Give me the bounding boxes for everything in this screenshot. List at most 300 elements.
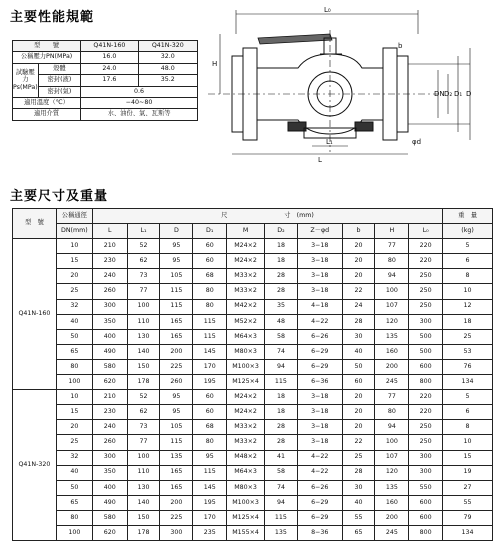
table-cell: 220	[409, 254, 443, 269]
table-row	[13, 405, 493, 420]
table-cell: 135	[375, 480, 409, 495]
table-cell: 115	[160, 435, 193, 450]
test-pressure-unit: Ps(MPa)	[13, 84, 38, 92]
table-cell: 28	[265, 284, 298, 299]
table-cell: 22	[342, 435, 375, 450]
table-cell: 6−29	[297, 510, 342, 525]
table-cell: 230	[92, 405, 127, 420]
table-cell: 250	[409, 299, 443, 314]
table-cell: 550	[409, 480, 443, 495]
table-cell: 100	[56, 375, 92, 390]
table-cell: M24×2	[227, 390, 265, 405]
table-row	[13, 359, 493, 374]
table-cell: 60	[193, 405, 227, 420]
table-cell: 178	[127, 525, 160, 540]
table-cell: 110	[127, 314, 160, 329]
table-cell: 77	[127, 435, 160, 450]
table-cell: 80	[56, 510, 92, 525]
table-cell: 200	[375, 510, 409, 525]
table-cell: 25	[56, 284, 92, 299]
table-cell: 20	[342, 269, 375, 284]
model-name: Q41N-320	[138, 41, 197, 52]
table-cell: 50	[56, 329, 92, 344]
table-row	[13, 510, 493, 525]
table-cell: 80	[56, 359, 92, 374]
table-cell: 3−18	[297, 254, 342, 269]
column-header: M	[227, 224, 265, 239]
table-cell: 15	[443, 450, 493, 465]
table-cell: 30	[342, 480, 375, 495]
column-header: D	[160, 224, 193, 239]
table-row	[13, 435, 493, 450]
column-header: L	[92, 224, 127, 239]
table-cell: 220	[409, 390, 443, 405]
dim-label-l0: L₀	[324, 6, 331, 14]
table-cell: 300	[409, 314, 443, 329]
table-cell: 27	[443, 480, 493, 495]
cell: 水、油份、氣、瓦斯等	[81, 109, 198, 120]
table-cell: M24×2	[227, 239, 265, 254]
table-cell: 5	[443, 390, 493, 405]
table-cell: 58	[265, 329, 298, 344]
media-label: 適用介質	[13, 109, 81, 120]
table-cell: 32	[56, 299, 92, 314]
table-cell: 800	[409, 525, 443, 540]
table-cell: 94	[265, 495, 298, 510]
table-cell: M33×2	[227, 269, 265, 284]
table-row	[13, 465, 493, 480]
table-cell: M33×2	[227, 284, 265, 299]
table-cell: 15	[56, 405, 92, 420]
model-cell: Q41N-320	[13, 390, 57, 541]
valve-drawing	[208, 4, 496, 164]
table-cell: 15	[56, 254, 92, 269]
table-row	[13, 480, 493, 495]
table-cell: 100	[127, 299, 160, 314]
dim-label-bolt: φd	[412, 138, 422, 146]
table-cell: 500	[409, 329, 443, 344]
table-cell: 95	[160, 254, 193, 269]
table-cell: 115	[193, 314, 227, 329]
table-row	[13, 344, 493, 359]
table-cell: 130	[127, 329, 160, 344]
table-cell: 18	[265, 239, 298, 254]
table-cell: 130	[127, 480, 160, 495]
table-cell: 80	[375, 405, 409, 420]
table-cell: 20	[342, 239, 375, 254]
table-cell: 400	[92, 329, 127, 344]
table-cell: 20	[342, 254, 375, 269]
cell: 密封(液)	[38, 75, 80, 86]
table-cell: 24	[342, 299, 375, 314]
table-cell: 40	[56, 465, 92, 480]
table-cell: 220	[409, 405, 443, 420]
table-cell: 73	[127, 269, 160, 284]
table-cell: 300	[92, 299, 127, 314]
table-cell: 220	[409, 239, 443, 254]
table-cell: 3−18	[297, 284, 342, 299]
table-cell: 25	[443, 329, 493, 344]
table-cell: 170	[193, 510, 227, 525]
table-cell: 76	[443, 359, 493, 374]
nominal-pressure-label: 公稱壓力PN(MPa)	[13, 52, 81, 63]
table-cell: 115	[193, 329, 227, 344]
table-cell: 48	[265, 314, 298, 329]
table-cell: 19	[443, 465, 493, 480]
table-cell: 20	[56, 420, 92, 435]
table-cell: 79	[443, 510, 493, 525]
table-cell: 115	[160, 284, 193, 299]
table-cell: 55	[443, 495, 493, 510]
table-cell: 20	[56, 269, 92, 284]
table-cell: 115	[160, 299, 193, 314]
table-cell: 150	[127, 359, 160, 374]
table-cell: 100	[56, 525, 92, 540]
table-row	[13, 299, 493, 314]
table-cell: 95	[160, 390, 193, 405]
table-cell: 260	[160, 375, 193, 390]
dim-label-h: H	[212, 60, 218, 68]
table-cell: 40	[342, 495, 375, 510]
table-row	[13, 390, 493, 405]
table-header-row	[13, 209, 493, 224]
table-cell: 140	[127, 495, 160, 510]
table-cell: 8	[443, 269, 493, 284]
table-cell: 18	[265, 390, 298, 405]
table-cell: 80	[193, 299, 227, 314]
header-weight: 重 量	[443, 209, 493, 224]
table-cell: 95	[160, 239, 193, 254]
table-cell: 245	[375, 375, 409, 390]
table-cell: 94	[375, 269, 409, 284]
table-cell: 28	[265, 420, 298, 435]
performance-table	[12, 40, 198, 121]
table-cell: 60	[193, 254, 227, 269]
table-cell: 28	[265, 435, 298, 450]
table-cell: 50	[342, 359, 375, 374]
table-cell: 260	[92, 435, 127, 450]
column-header: L₁	[127, 224, 160, 239]
table-cell: 300	[92, 450, 127, 465]
table-cell: 28	[342, 314, 375, 329]
dim-label-b: b	[398, 42, 403, 50]
table-cell: 73	[127, 420, 160, 435]
table-cell: 62	[127, 405, 160, 420]
column-header: D₁	[193, 224, 227, 239]
dim-label-l1: L₁	[326, 138, 333, 146]
table-cell: 240	[92, 269, 127, 284]
table-cell: 200	[160, 495, 193, 510]
table-cell: 230	[92, 254, 127, 269]
table-cell: 58	[265, 465, 298, 480]
table-cell: 62	[127, 254, 160, 269]
cell: 24.0	[81, 63, 139, 74]
table-cell: M155×4	[227, 525, 265, 540]
table-cell: 4−18	[297, 299, 342, 314]
table-cell: 600	[409, 359, 443, 374]
model-cell: Q41N-160	[13, 239, 57, 390]
table-cell: 77	[127, 284, 160, 299]
cell: 16.0	[81, 52, 139, 63]
table-cell: 35	[265, 299, 298, 314]
table-cell: 115	[265, 510, 298, 525]
table-cell: 178	[127, 375, 160, 390]
table-cell: 3−18	[297, 390, 342, 405]
table-cell: 6−29	[297, 495, 342, 510]
table-cell: 110	[127, 465, 160, 480]
dim-label-d1: D₁	[454, 90, 463, 98]
dim-label-d2: D₂	[444, 90, 453, 98]
column-header: L₀	[409, 224, 443, 239]
table-cell: 12	[443, 299, 493, 314]
table-cell: 105	[160, 269, 193, 284]
table-cell: 74	[265, 344, 298, 359]
dimensions-table	[12, 208, 493, 541]
table-cell: 250	[409, 284, 443, 299]
table-cell: 68	[193, 269, 227, 284]
table-cell: M33×2	[227, 435, 265, 450]
table-cell: M24×2	[227, 254, 265, 269]
table-cell: 120	[375, 314, 409, 329]
table-cell: 195	[193, 375, 227, 390]
table-cell: 195	[193, 495, 227, 510]
table-cell: 580	[92, 359, 127, 374]
cell: 35.2	[138, 75, 197, 86]
cell: 殼體	[38, 63, 80, 74]
table-cell: 210	[92, 390, 127, 405]
table-cell: 105	[160, 420, 193, 435]
table-cell: 77	[375, 239, 409, 254]
table-row	[13, 97, 198, 108]
table-cell: 10	[56, 390, 92, 405]
cell: 32.0	[138, 52, 197, 63]
table-cell: 6	[443, 405, 493, 420]
table-cell: 250	[409, 420, 443, 435]
table-cell: M52×2	[227, 314, 265, 329]
table-cell: 80	[375, 254, 409, 269]
dim-label-l: L	[318, 156, 322, 164]
table-cell: 65	[56, 344, 92, 359]
table-cell: 400	[92, 480, 127, 495]
table-cell: 3−18	[297, 269, 342, 284]
table-row	[13, 284, 493, 299]
table-cell: M42×2	[227, 299, 265, 314]
table-cell: 20	[342, 405, 375, 420]
table-cell: 4−22	[297, 314, 342, 329]
table-cell: 200	[375, 359, 409, 374]
table-cell: 150	[127, 510, 160, 525]
table-cell: 350	[92, 314, 127, 329]
table-cell: 170	[193, 359, 227, 374]
table-cell: 300	[409, 465, 443, 480]
test-pressure-group-label: 試驗壓力	[15, 68, 35, 84]
table-cell: 500	[409, 344, 443, 359]
table-cell: 55	[342, 510, 375, 525]
table-cell: 77	[375, 390, 409, 405]
table-cell: 620	[92, 525, 127, 540]
table-row	[13, 420, 493, 435]
table-row	[13, 52, 198, 63]
cell: 48.0	[138, 63, 197, 74]
table-cell: 100	[375, 284, 409, 299]
table-row	[13, 375, 493, 390]
table-cell: 65	[56, 495, 92, 510]
table-row	[13, 239, 493, 254]
table-cell: 165	[160, 314, 193, 329]
cell: −40~80	[81, 97, 198, 108]
table-row	[13, 269, 493, 284]
table-cell: 300	[409, 450, 443, 465]
table-cell: 10	[443, 435, 493, 450]
table-cell: 32	[56, 450, 92, 465]
table-cell: 30	[342, 329, 375, 344]
table-cell: 6−26	[297, 480, 342, 495]
table-row	[13, 86, 198, 97]
dim-label-dn: DN	[434, 90, 445, 98]
table-row	[13, 495, 493, 510]
table-cell: 3−18	[297, 405, 342, 420]
table-cell: 107	[375, 299, 409, 314]
table-cell: 10	[56, 239, 92, 254]
table-cell: 600	[409, 510, 443, 525]
table-cell: M80×3	[227, 480, 265, 495]
table-row	[13, 314, 493, 329]
table-row	[13, 450, 493, 465]
table-cell: 28	[342, 465, 375, 480]
table-cell: 68	[193, 420, 227, 435]
table-cell: 52	[127, 239, 160, 254]
table-cell: M125×4	[227, 375, 265, 390]
table-cell: 350	[92, 465, 127, 480]
table-cell: 145	[193, 480, 227, 495]
table-cell: 95	[193, 450, 227, 465]
table-cell: 165	[160, 480, 193, 495]
table-cell: M24×2	[227, 405, 265, 420]
table-row	[13, 329, 493, 344]
table-cell: 490	[92, 495, 127, 510]
table-cell: 135	[160, 450, 193, 465]
table-cell: 25	[56, 435, 92, 450]
table-cell: 6−26	[297, 329, 342, 344]
table-cell: 165	[160, 329, 193, 344]
cell: 0.6	[81, 86, 198, 97]
table-cell: 22	[342, 284, 375, 299]
table-row	[13, 109, 198, 120]
table-cell: 6−29	[297, 359, 342, 374]
table-cell: M64×3	[227, 465, 265, 480]
column-header: D₂	[265, 224, 298, 239]
column-header: b	[342, 224, 375, 239]
table-row	[13, 41, 198, 52]
table-cell: M100×3	[227, 495, 265, 510]
table-cell: 620	[92, 375, 127, 390]
header-nominal: 公稱通徑	[56, 209, 92, 224]
cell: 17.6	[81, 75, 139, 86]
table-cell: M125×4	[227, 510, 265, 525]
table-row	[13, 75, 198, 86]
table-cell: 235	[193, 525, 227, 540]
table-cell: 94	[375, 420, 409, 435]
model-label: 型 號	[13, 41, 81, 52]
table-cell: 210	[92, 239, 127, 254]
table-cell: 6	[443, 254, 493, 269]
table-cell: 25	[342, 450, 375, 465]
table-cell: 50	[56, 480, 92, 495]
column-header: H	[375, 224, 409, 239]
table-cell: M64×3	[227, 329, 265, 344]
table-cell: 800	[409, 375, 443, 390]
table-cell: 95	[160, 405, 193, 420]
table-cell: 160	[375, 344, 409, 359]
table-cell: 18	[265, 405, 298, 420]
table-cell: 600	[409, 495, 443, 510]
table-cell: 250	[409, 269, 443, 284]
table-header-row	[13, 224, 493, 239]
table-cell: 580	[92, 510, 127, 525]
table-cell: 53	[443, 344, 493, 359]
table-cell: 6−29	[297, 344, 342, 359]
table-cell: 490	[92, 344, 127, 359]
table-cell: 225	[160, 510, 193, 525]
table-row	[13, 254, 493, 269]
table-cell: 120	[375, 465, 409, 480]
table-cell: 225	[160, 359, 193, 374]
table-cell: 165	[160, 465, 193, 480]
table-cell: 135	[265, 525, 298, 540]
table-row	[13, 63, 198, 74]
table-cell: 100	[127, 450, 160, 465]
column-header: Z－φd	[297, 224, 342, 239]
header-weight-unit: (kg)	[443, 224, 493, 239]
table-cell: 140	[127, 344, 160, 359]
table-cell: 134	[443, 525, 493, 540]
table-cell: 107	[375, 450, 409, 465]
cell: 密封(氣)	[38, 86, 80, 97]
table-cell: 115	[193, 465, 227, 480]
table-cell: 8	[443, 420, 493, 435]
table-cell: 94	[265, 359, 298, 374]
dimensions-title: 主要尺寸及重量	[10, 189, 109, 204]
table-cell: M80×3	[227, 344, 265, 359]
table-cell: 28	[265, 269, 298, 284]
table-cell: 100	[375, 435, 409, 450]
table-cell: 200	[160, 344, 193, 359]
temperature-label: 適用溫度（℃）	[13, 97, 81, 108]
header-size-group: 尺 寸 (mm)	[92, 209, 442, 224]
table-cell: 60	[193, 390, 227, 405]
table-cell: 135	[375, 329, 409, 344]
table-cell: 60	[342, 375, 375, 390]
table-cell: 3−18	[297, 239, 342, 254]
table-cell: 4−22	[297, 465, 342, 480]
table-cell: 3−18	[297, 420, 342, 435]
table-cell: 3−18	[297, 435, 342, 450]
table-cell: 134	[443, 375, 493, 390]
table-cell: 18	[443, 314, 493, 329]
table-cell: 40	[56, 314, 92, 329]
header-nominal-unit: DN(mm)	[56, 224, 92, 239]
table-cell: 240	[92, 420, 127, 435]
table-cell: 300	[160, 525, 193, 540]
test-pressure-label	[13, 63, 39, 97]
performance-title: 主要性能規範	[10, 10, 95, 25]
table-cell: 65	[342, 525, 375, 540]
table-cell: 18	[265, 254, 298, 269]
table-cell: M100×3	[227, 359, 265, 374]
header-model: 型 號	[13, 209, 57, 239]
table-cell: 80	[193, 284, 227, 299]
table-cell: 260	[92, 284, 127, 299]
